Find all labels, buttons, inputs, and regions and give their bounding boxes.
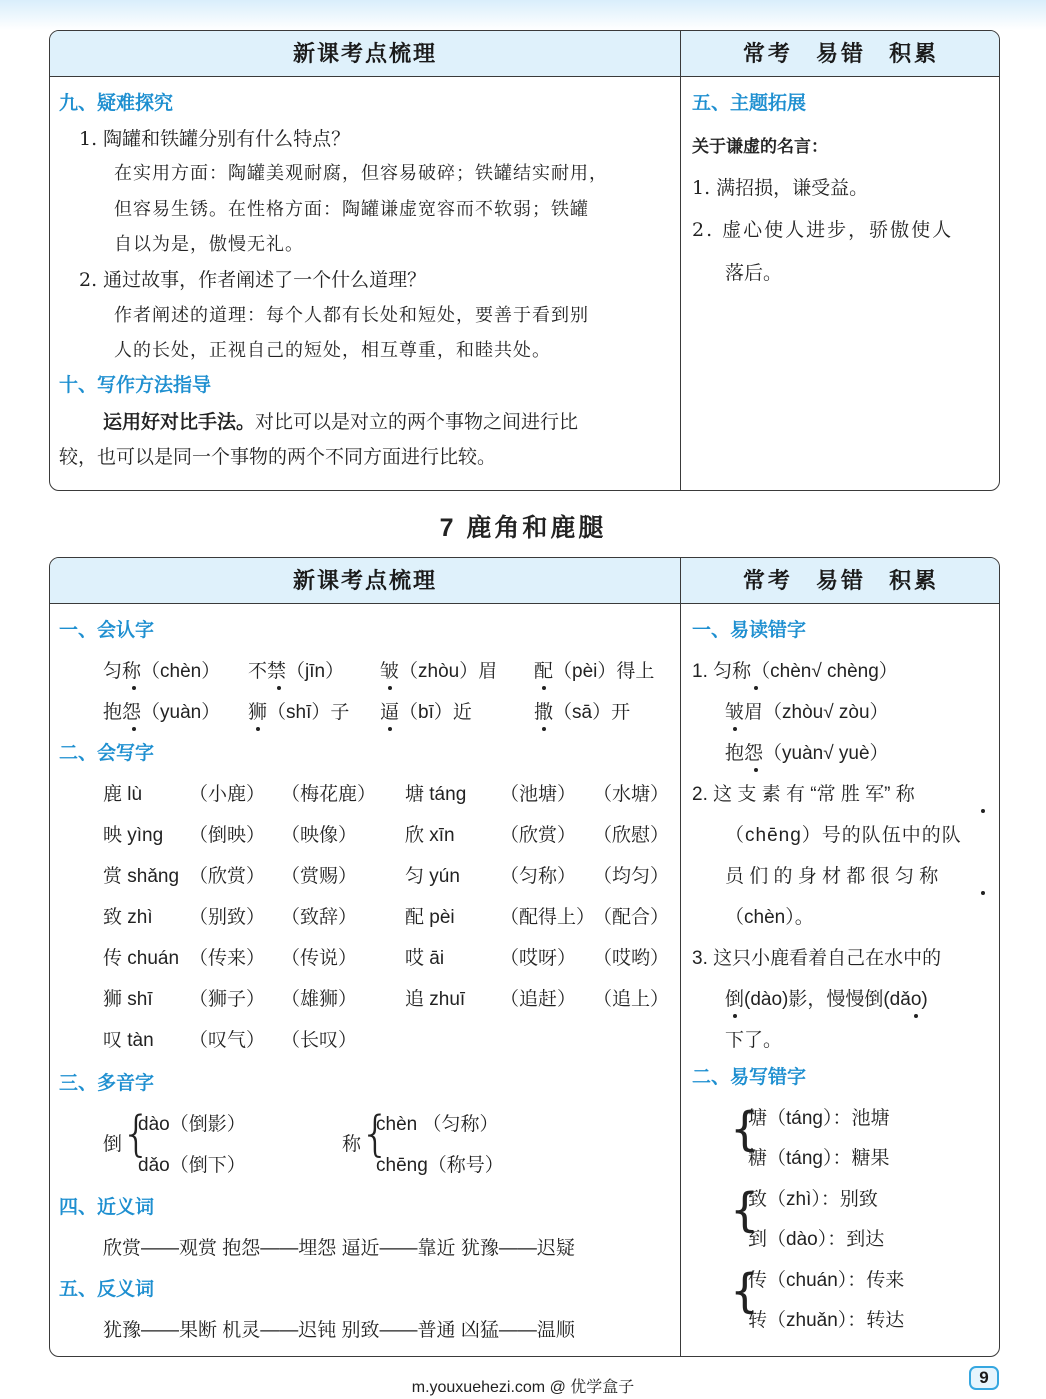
emphasis-dot (981, 809, 985, 813)
write-word: （传说） (281, 948, 358, 969)
write-word: （配合） (593, 907, 670, 928)
quote-2-line-1: 2. 虚心使人进步，骄傲使人 (692, 219, 954, 241)
miswrite-pair-1a: 塘（táng）：池塘 (748, 1108, 890, 1129)
miswrite-pair-3a: 传（chuán）：传来 (748, 1270, 905, 1291)
misread-3-line-3: 下了。 (725, 1030, 783, 1051)
polyphone-reading: chēng（称号） (376, 1155, 504, 1176)
misread-3-line-1: 3. 这只小鹿看着自己在水中的 (692, 948, 942, 969)
read-word: 撒（sā）开 (534, 702, 631, 723)
section-heading-synonyms: 四、近义词 (59, 1197, 155, 1218)
read-word: 皱（zhòu）眉 (380, 661, 498, 682)
page-number: 9 (969, 1366, 999, 1390)
read-word: 配（pèi）得上 (534, 661, 655, 682)
write-word: （倒映） (189, 825, 266, 846)
section-heading-read: 一、会认字 (59, 620, 155, 641)
writing-keypoint: 运用好对比手法。 (103, 412, 256, 433)
review-table-lesson7 (49, 557, 1000, 1357)
emphasis-dot (754, 686, 758, 690)
polyphone-reading: chèn （匀称） (376, 1114, 499, 1135)
write-character: 映 yìng (103, 825, 164, 846)
write-word: （水塘） (593, 784, 670, 805)
miswrite-pair-2a: 致（zhì）：别致 (748, 1189, 878, 1210)
emphasis-dot (733, 1014, 737, 1018)
table-header (50, 31, 999, 77)
section-heading-write: 二、会写字 (59, 743, 155, 764)
answer-2-line-1: 作者阐述的道理：每个人都有长处和短处，要善于看到别 (114, 305, 589, 326)
misread-1-line-3: 抱怨（yuàn√ yuè） (725, 743, 889, 764)
writing-line-2: 较，也可以是同一个事物的两个不同方面进行比较。 (59, 446, 497, 468)
polyphone-char: 倒 (103, 1134, 123, 1155)
answer-1-line-3: 自以为是，傲慢无礼。 (114, 234, 304, 255)
header-left-title: 新课考点梳理 (292, 568, 437, 593)
miswrite-pair-1b: 糖（táng）：糖果 (748, 1148, 890, 1169)
question-2: 2. 通过故事，作者阐述了一个什么道理？ (79, 269, 427, 291)
question-1: 1. 陶罐和铁罐分别有什么特点？ (79, 128, 351, 150)
section-heading-antonyms: 五、反义词 (59, 1279, 155, 1300)
emphasis-dot (132, 727, 136, 731)
write-word: （传来） (189, 948, 266, 969)
misread-2-line-2: （chēng）号的队伍中的队 (725, 825, 962, 846)
polyphone-reading: dǎo（倒下） (138, 1155, 246, 1176)
write-character: 匀 yún (405, 866, 460, 887)
write-character: 致 zhì (103, 907, 153, 928)
read-word: 逼（bī）近 (380, 702, 472, 723)
write-character: 追 zhuī (405, 989, 466, 1010)
write-character: 鹿 lù (103, 784, 143, 805)
emphasis-dot (542, 686, 546, 690)
header-right-title: 常考 易错 积累 (742, 41, 940, 66)
section-heading-miswrite: 二、易写错字 (692, 1067, 807, 1088)
emphasis-dot (388, 727, 392, 731)
write-character: 配 pèi (405, 907, 455, 928)
misread-2-line-1: 2. 这 支 素 有 “常 胜 军” 称 (692, 784, 915, 805)
write-word: （欣赏） (500, 825, 577, 846)
write-word: （雄狮） (281, 989, 358, 1010)
section-heading-misread: 一、易读错字 (692, 620, 807, 641)
left-brace: { (121, 1106, 152, 1162)
write-character: 赏 shǎng (103, 866, 180, 887)
miswrite-pair-3b: 转（zhuǎn）：转达 (748, 1310, 905, 1331)
write-word: （追赶） (500, 989, 577, 1010)
polyphone-char: 称 (342, 1134, 362, 1155)
emphasis-dot (733, 727, 737, 731)
misread-2-line-4: （chèn）。 (725, 907, 814, 928)
header-left-title: 新课考点梳理 (292, 41, 437, 66)
write-character: 叹 tàn (103, 1030, 154, 1051)
write-word: （配得上） (500, 907, 596, 928)
write-word: （映像） (281, 825, 358, 846)
write-word: （均匀） (593, 866, 670, 887)
quote-subtitle: 关于谦虚的名言： (692, 137, 828, 156)
write-word: （赏赐） (281, 866, 358, 887)
writing-line-1 (103, 410, 578, 435)
header-right-title: 常考 易错 积累 (742, 568, 940, 593)
answer-1-line-2: 但容易生锈。在性格方面：陶罐谦虚宽容而不软弱；铁罐 (114, 199, 589, 220)
writing-text-1: 对比可以是对立的两个事物之间进行比 (255, 411, 579, 433)
write-character: 传 chuán (103, 948, 180, 969)
write-word: （欣赏） (189, 866, 266, 887)
column-divider (680, 558, 681, 1356)
section-heading-difficult: 九、疑难探究 (59, 93, 174, 114)
left-brace: { (730, 1264, 760, 1318)
footer-source: m.youxuehezi.com @ 优学盒子 (411, 1379, 635, 1396)
synonyms-line: 欣赏——观赏 抱怨——埋怨 逼近——靠近 犹豫——迟疑 (103, 1238, 575, 1259)
misread-3-line-2: 倒(dào)影，慢慢倒(dǎo) (725, 989, 928, 1010)
write-word: （别致） (189, 907, 266, 928)
write-character: 欣 xīn (405, 825, 455, 846)
read-word: 狮（shī）子 (248, 702, 350, 723)
top-decoration-band (0, 0, 1046, 30)
read-word: 匀称（chèn） (103, 661, 221, 682)
emphasis-dot (914, 1014, 918, 1018)
section-heading-polyphone: 三、多音字 (59, 1073, 155, 1094)
left-brace: { (360, 1106, 391, 1162)
review-table-lesson6 (49, 30, 1000, 491)
answer-1-line-1: 在实用方面：陶罐美观耐腐，但容易破碎；铁罐结实耐用， (114, 163, 608, 184)
emphasis-dot (277, 686, 281, 690)
write-character: 狮 shī (103, 989, 153, 1010)
write-word: （致辞） (281, 907, 358, 928)
section-heading-writing: 十、写作方法指导 (59, 375, 212, 396)
write-word: （哎呀） (500, 948, 577, 969)
section-heading-theme: 五、主题拓展 (692, 93, 807, 114)
quote-2-line-2: 落后。 (725, 262, 783, 284)
answer-2-line-2: 人的长处，正视自己的短处，相互尊重，和睦共处。 (114, 340, 551, 361)
emphasis-dot (981, 891, 985, 895)
antonyms-line: 犹豫——果断 机灵——迟钝 别致——普通 凶猛——温顺 (103, 1320, 575, 1341)
lesson-title: 7 鹿角和鹿腿 (439, 514, 607, 542)
emphasis-dot (542, 727, 546, 731)
column-divider (680, 31, 681, 490)
emphasis-dot (388, 686, 392, 690)
miswrite-pair-2b: 到（dào）：到达 (748, 1229, 885, 1250)
write-word: （匀称） (500, 866, 577, 887)
write-word: （梅花鹿） (281, 784, 377, 805)
write-word: （哎哟） (593, 948, 670, 969)
write-character: 哎 āi (405, 948, 445, 969)
misread-1-line-1: 1. 匀称（chèn√ chèng） (692, 661, 898, 682)
misread-2-line-3: 员 们 的 身 材 都 很 匀 称 (725, 866, 939, 887)
left-brace: { (730, 1102, 760, 1156)
read-word: 抱怨（yuàn） (103, 702, 221, 723)
emphasis-dot (132, 686, 136, 690)
write-word: （池塘） (500, 784, 577, 805)
misread-1-line-2: 皱眉（zhòu√ zòu） (725, 702, 889, 723)
read-word: 不禁（jīn） (248, 661, 345, 682)
write-word: （叹气） (189, 1030, 266, 1051)
write-word: （长叹） (281, 1030, 358, 1051)
left-brace: { (730, 1183, 760, 1237)
write-word: （追上） (593, 989, 670, 1010)
emphasis-dot (256, 727, 260, 731)
polyphone-reading: dào（倒影） (138, 1114, 246, 1135)
write-word: （狮子） (189, 989, 266, 1010)
write-word: （小鹿） (189, 784, 266, 805)
table-header (50, 558, 999, 604)
quote-1: 1. 满招损，谦受益。 (692, 177, 869, 199)
write-word: （欣慰） (593, 825, 670, 846)
write-character: 塘 táng (405, 784, 467, 805)
emphasis-dot (754, 768, 758, 772)
